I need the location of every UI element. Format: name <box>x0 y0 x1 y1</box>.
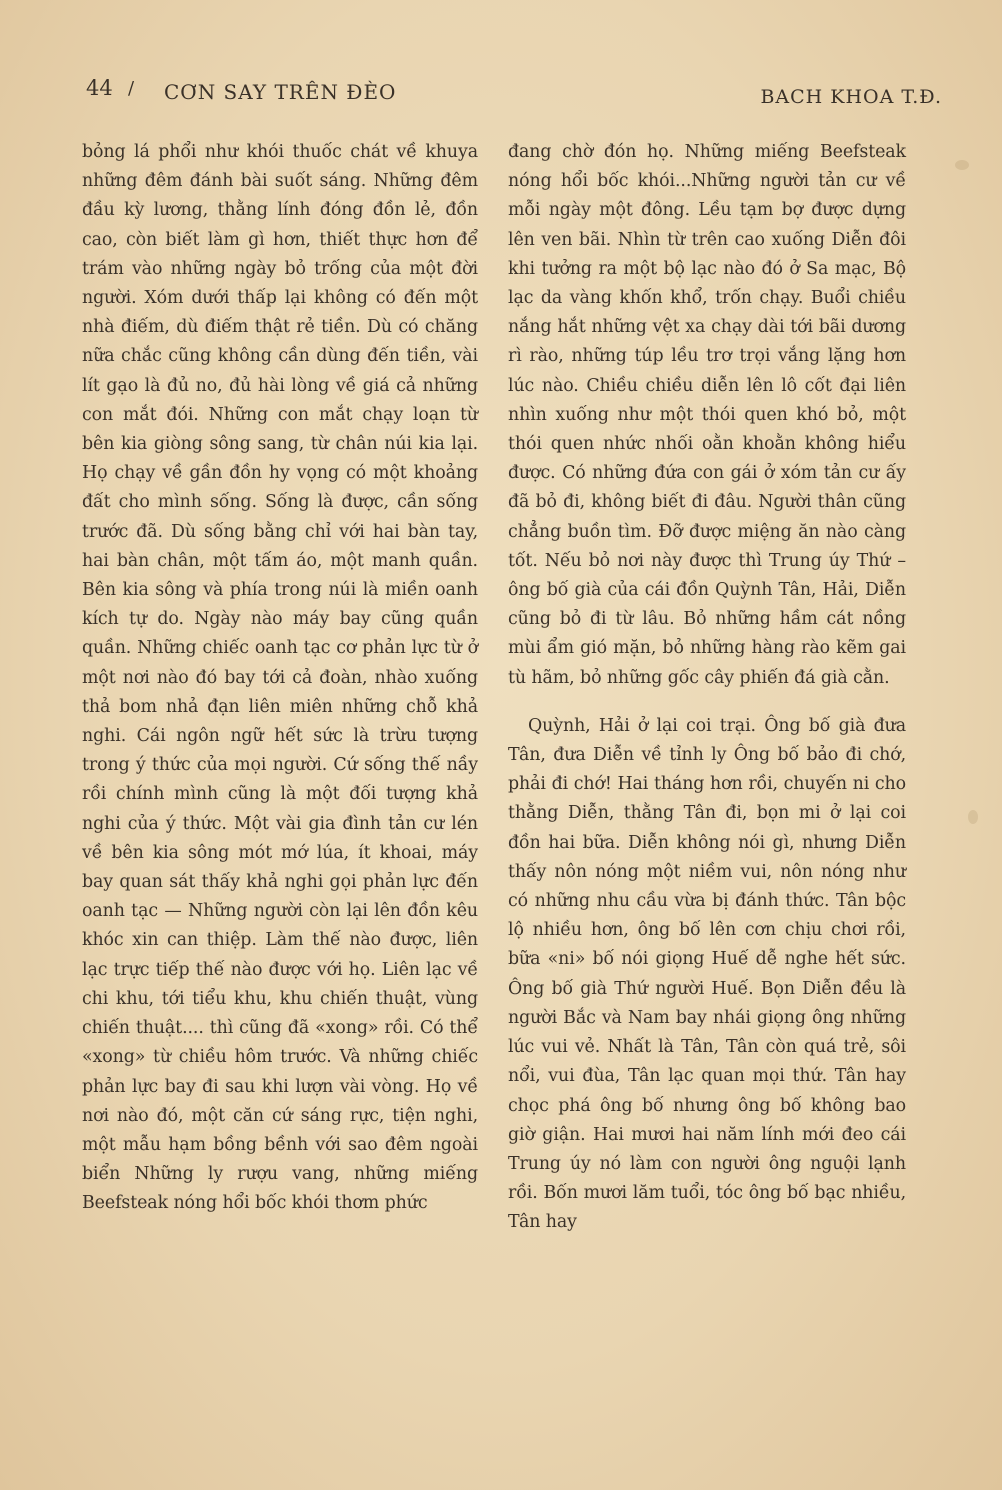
running-title: CƠN SAY TRÊN ĐÈO <box>164 80 397 104</box>
paper-stain <box>968 810 978 824</box>
left-column <box>82 138 478 1219</box>
right-paragraph-1: đang chờ đón họ. Những miếng Beefsteak nóng hổi bốc khói...Những người tản cư về mỗi ngày một đông. Lều tạm bợ được dựng lên ven bãi. Nhìn từ trên cao xuống Diễn đôi khi tưởng ra một bộ lạc nào đó ở Sa mạc, Bộ lạc da vàng khốn khổ, trốn chạy. Buổi chiều nắng hắt những vệt xa chạy dài tới bãi dương rì rào, những túp lều trơ trọi vắng lặng hơn lúc nào. Chiều chiều diễn lên lô cốt đại liên nhìn xuống như một thói quen khó bỏ, một thói quen nhức nhối oằn khoằn không hiểu được. Có những đứa con gái ở xóm tản cư ấy đã bỏ đi, không biết đi đâu. Người thân cũng chẳng buồn tìm. Đỡ được miệng ăn nào càng tốt. Nếu bỏ nơi này được thì Trung úy Thứ – ông bố già của cái đồn Quỳnh Tân, Hải, Diễn cũng bỏ đi từ lâu. Bỏ những hầm cát nồng mùi ẩm gió mặn, bỏ những hàng rào kẽm gai tù hãm, bỏ những gốc cây phiến đá già cằn. <box>508 142 906 688</box>
journal-name: BACH KHOA T.Đ. <box>760 86 942 108</box>
header-separator: / <box>128 78 135 99</box>
page-number: 44 <box>86 76 113 100</box>
right-paragraph-2: Quỳnh, Hải ở lại coi trại. Ông bố già đưa Tân, đưa Diễn về tỉnh ly Ông bố bảo đi chớ, phải đi chớ! Hai tháng hơn rồi, chuyến ni cho thằng Diễn, thằng Tân đi, bọn mi ở lại coi đồn hai bữa. Diễn không nói gì, nhưng Diễn thấy nôn nóng một niềm vui, nôn nóng như có những nhu cầu vừa bị đánh thức. Tân bộc lộ nhiều hơn, ông bố lên cơn chịu chơi rồi, bữa «ni» bố nói giọng Huế dễ nghe hết sức. Ông bố già Thứ người Huế. Bọn Diễn đều là người Bắc và Nam bay nhái giọng ông những lúc vui vẻ. Nhất là Tân, Tân còn quá trẻ, sôi nổi, vui đùa, Tân lạc quan mọi thứ. Tân hay chọc phá ông bố nhưng ông bố không bao giờ giận. Hai mươi hai năm lính mới đeo cái Trung úy nó làm con người ông nguội lạnh rồi. Bốn mươi lăm tuổi, tóc ông bố bạc nhiều, Tân hay <box>508 715 906 1233</box>
page-header <box>86 72 942 112</box>
right-column <box>508 138 906 1238</box>
left-paragraph: bỏng lá phổi như khói thuốc chát về khuya những đêm đánh bài suốt sáng. Những đêm đầu kỳ lương, thằng lính đóng đồn lẻ, đồn cao, còn biết làm gì hơn, thiết thực hơn để trám vào những ngày bỏ trống của một đời người. Xóm dưới thấp lại không có đến một nhà điếm, dù điếm thật rẻ tiền. Dù có chăng nữa chắc cũng không cần dùng đến tiền, vài lít gạo là đủ no, đủ hài lòng về giá cả những con mắt đói. Những con mắt chạy loạn từ bên kia giòng sông sang, từ chân núi kia lại. Họ chạy về gần đồn hy vọng có một khoảng đất cho mình sống. Sống là được, cần sống trước đã. Dù sống bằng chỉ với hai bàn tay, hai bàn chân, một tấm áo, một manh quần. Bên kia sông và phía trong núi là miền oanh kích tự do. Ngày nào máy bay cũng quần quần. Những chiếc oanh tạc cơ phản lực từ ở một nơi nào đó bay tới cả đoàn, nhào xuống thả bom nhả đạn liên miên những chỗ khả nghi. Cái ngôn ngữ hết sức là trừu tượng trong ý thức của mọi người. Cứ sống thế nầy rồi chính mình cũng là một đối tượng khả nghi của ý thức. Một vài gia đình tản cư lén về bên kia sông mót mớ lúa, ít khoai, máy bay quan sát thấy khả nghi gọi phản lực đến oanh tạc — Những người còn lại lên đồn kêu khóc xin can thiệp. Làm thế nào được, liên lạc trực tiếp thế nào được với họ. Liên lạc về chi khu, tới tiểu khu, khu chiến thuật, vùng chiến thuật.... thì cũng đã «xong» rồi. Có thể «xong» từ chiều hôm trước. Và những chiếc phản lực bay đi sau khi lượn vài vòng. Họ về nơi nào đó, một căn cứ sáng rực, tiện nghi, một mẫu hạm bồng bềnh với sao đêm ngoài biển Những ly rượu vang, những miếng Beefsteak nóng hổi bốc khói thơm phức <box>82 142 478 1214</box>
paper-stain <box>955 160 969 170</box>
